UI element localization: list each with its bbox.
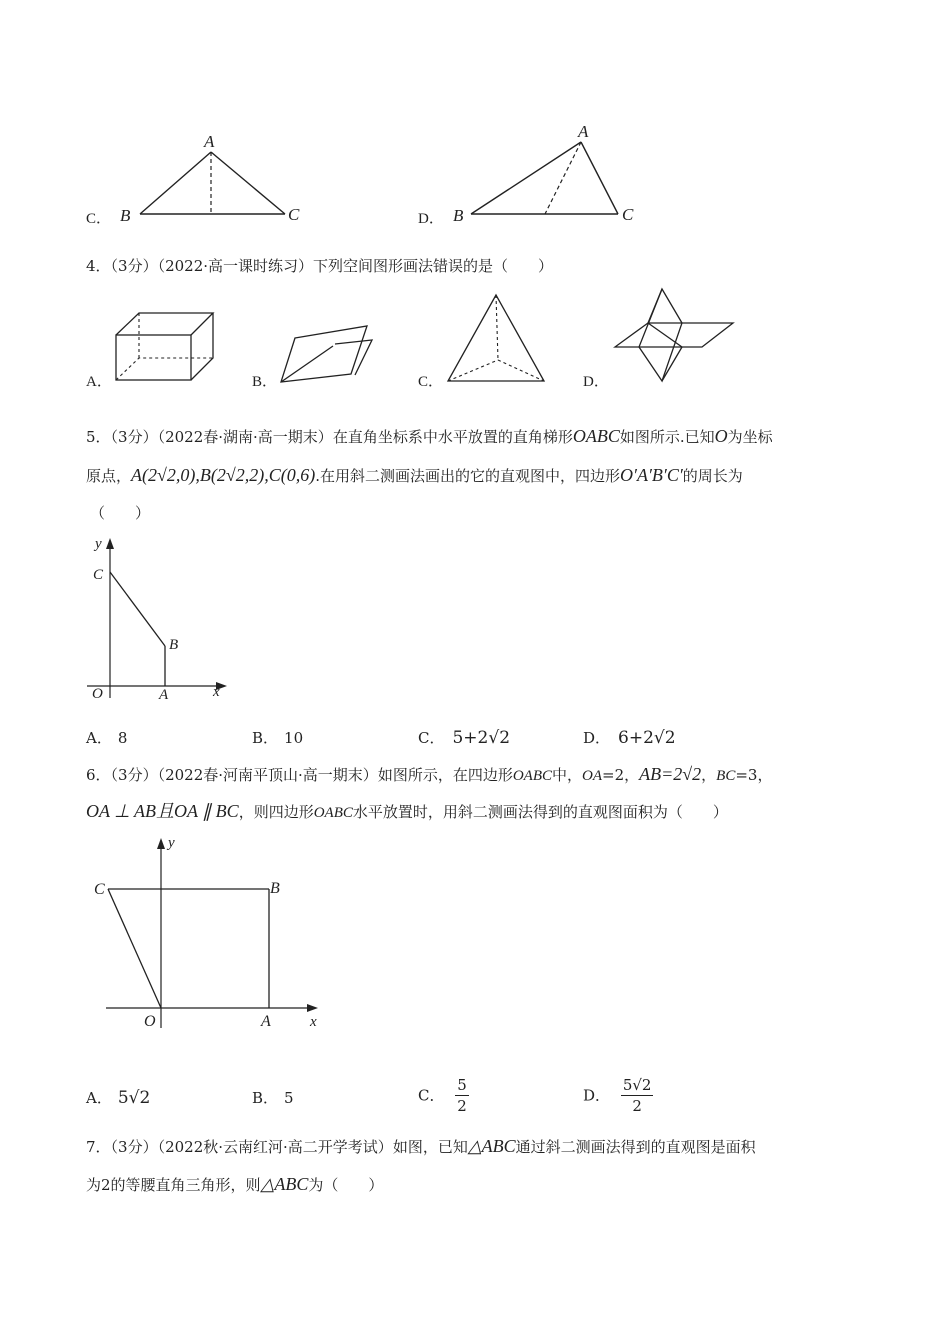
fig-c-label-b: B	[120, 206, 131, 225]
q3-option-d-figure	[445, 115, 645, 230]
q6-stem-line1: 6．（3分）（2022春·河南平顶山·高一期末）如图所示，在四边形OABC中，OA=2，AB=2√2，BC=3，	[86, 764, 773, 784]
q4-option-b-planes	[275, 318, 380, 386]
q6-fig-label-x: x	[310, 1014, 317, 1030]
q5-option-b: B． 10	[252, 729, 304, 747]
q5-fig-label-x: x	[213, 684, 220, 700]
q6-fig-label-c: C	[94, 881, 105, 898]
q3-option-d-label: D．	[418, 211, 444, 227]
q4-option-b-label: B．	[252, 374, 278, 390]
fig-d-label-a: A	[578, 122, 589, 141]
q5-option-c: C． 5+2√2	[418, 728, 511, 748]
fig-c-label-a: A	[204, 132, 215, 151]
fig-d-label-c: C	[622, 205, 634, 224]
q5-fig-label-a: A	[159, 687, 169, 703]
q5-fig-label-c: C	[93, 567, 104, 583]
q5-figure-trapezoid	[80, 530, 240, 706]
q5-fig-label-y: y	[95, 536, 102, 552]
q4-option-c-label: C．	[418, 374, 444, 390]
q5-fig-label-o: O	[92, 686, 103, 702]
q4-option-d-label: D．	[583, 374, 609, 390]
q6-option-c-fraction: $\frac{5}{2}$	[457, 1076, 467, 1115]
q7-stem-line1: 7．（3分）（2022秋·云南红河·高二开学考试）如图，已知△ABC通过斜二测画法得到的直观图是面积	[86, 1136, 756, 1156]
q6-fig-label-y: y	[168, 835, 175, 851]
q6-option-d-fraction: $\frac{5√2}{2}$	[622, 1076, 652, 1115]
q5-option-a: A． 8	[86, 729, 128, 747]
q6-option-a: A． 5√2	[86, 1088, 151, 1108]
q6-figure-quadrilateral	[88, 832, 328, 1032]
fig-d-label-b: B	[453, 206, 464, 225]
q4-option-d-intersecting-figure	[608, 285, 738, 385]
q7-stem-line2: 为2的等腰直角三角形，则△ABC为（ ）	[86, 1174, 384, 1194]
q6-option-c: C． $\frac{5}{2}$	[418, 1076, 467, 1115]
q3-option-c-figure	[110, 125, 310, 230]
fig-c-label-c: C	[288, 205, 300, 224]
q6-fig-label-a: A	[261, 1013, 271, 1030]
q4-stem: 4．（3分）（2022·高一课时练习）下列空间图形画法错误的是（ ）	[86, 257, 554, 275]
q4-option-c-tetrahedron	[440, 290, 555, 387]
q6-fig-label-b: B	[270, 880, 280, 897]
q6-option-b: B． 5	[252, 1089, 294, 1107]
q5-stem-line2: 原点，A(2√2,0),B(2√2,2),C(0,6).在用斜二测画法画出的它的直观图中，四边形O′A′B′C′的周长为	[86, 465, 743, 485]
q5-option-d: D． 6+2√2	[583, 728, 676, 748]
q5-answer-blank: （ ）	[90, 504, 151, 522]
q3-option-c-label: C．	[86, 211, 112, 227]
q4-option-a-cube	[110, 305, 220, 387]
q5-fig-label-b: B	[169, 637, 179, 653]
q5-stem-line1: 5．（3分）（2022春·湖南·高一期末）在直角坐标系中水平放置的直角梯形OABC如图所示.已知O为坐标	[86, 426, 773, 446]
q6-stem-line2: OA ⊥ AB且OA ∥ BC，则四边形OABC水平放置时，用斜二测画法得到的直观图面积为（ ）	[86, 801, 728, 821]
q6-fig-label-o: O	[144, 1013, 156, 1030]
q6-option-d: D． $\frac{5√2}{2}$	[583, 1076, 652, 1115]
q4-option-a-label: A．	[86, 374, 112, 390]
